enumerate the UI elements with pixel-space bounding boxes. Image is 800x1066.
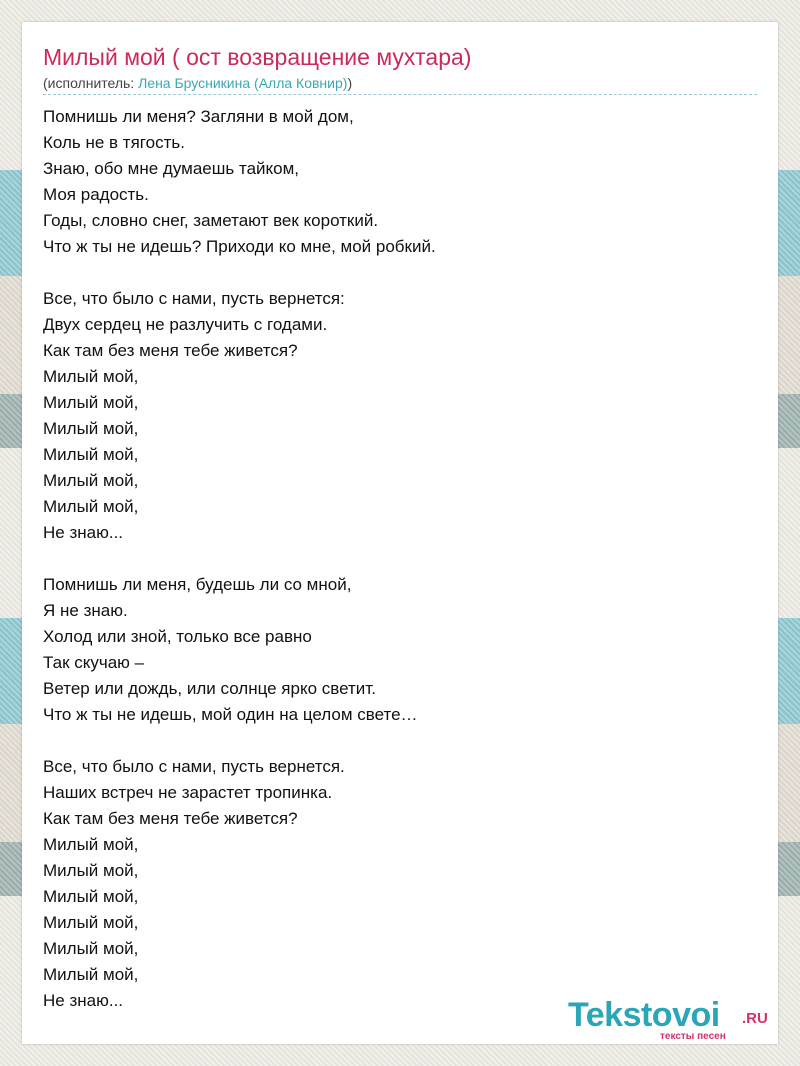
lyrics-line: Ветер или дождь, или солнце ярко светит.: [43, 679, 376, 698]
lyrics-line: Моя радость.: [43, 185, 149, 204]
lyrics-line: Как там без меня тебе живется?: [43, 341, 298, 360]
lyrics-line: Наших встреч не зарастет тропинка.: [43, 783, 333, 802]
artist-line: [43, 75, 352, 91]
lyrics-page: [22, 22, 778, 1044]
logo-tagline: тексты песен: [660, 1031, 726, 1042]
lyrics-line: Милый мой,: [43, 497, 139, 516]
lyrics-line: Знаю, обо мне думаешь тайком,: [43, 159, 300, 178]
lyrics-line: Помнишь ли меня? Загляни в мой дом,: [43, 107, 354, 126]
lyrics-line: Двух сердец не разлучить с годами.: [43, 315, 328, 334]
lyrics-line: Что ж ты не идешь? Приходи ко мне, мой робкий.: [43, 237, 436, 256]
lyrics-line: Так скучаю –: [43, 653, 145, 672]
lyrics-stanza: [43, 286, 743, 546]
lyrics-line: Коль не в тягость.: [43, 133, 185, 152]
lyrics-line: Помнишь ли меня, будешь ли со мной,: [43, 575, 352, 594]
lyrics-line: Милый мой,: [43, 367, 139, 386]
artist-prefix: (исполнитель:: [43, 75, 139, 91]
logo-tld: .RU: [742, 1010, 768, 1027]
site-logo[interactable]: [568, 996, 778, 1042]
lyrics-line: Годы, словно снег, заметают век короткий.: [43, 211, 379, 230]
lyrics-line: Милый мой,: [43, 887, 139, 906]
logo-text: Tekstovoi: [568, 996, 720, 1034]
lyrics-line: Все, что было с нами, пусть вернется:: [43, 289, 345, 308]
artist-link[interactable]: Лена Брусникина (Алла Ковнир): [138, 75, 348, 91]
lyrics-line: Милый мой,: [43, 445, 139, 464]
title-divider: [43, 94, 757, 95]
lyrics-line: Что ж ты не идешь, мой один на целом свете…: [43, 705, 418, 724]
lyrics-text: [43, 104, 743, 1040]
lyrics-line: Милый мой,: [43, 419, 139, 438]
song-title: Милый мой ( ост возвращение мухтара): [43, 44, 472, 70]
lyrics-line: Как там без меня тебе живется?: [43, 809, 298, 828]
artist-suffix: ): [347, 75, 353, 91]
lyrics-stanza: [43, 572, 743, 728]
lyrics-line: Милый мой,: [43, 861, 139, 880]
lyrics-line: Холод или зной, только все равно: [43, 627, 312, 646]
lyrics-line: Я не знаю.: [43, 601, 128, 620]
lyrics-line: Все, что было с нами, пусть вернется.: [43, 757, 345, 776]
lyrics-line: Милый мой,: [43, 393, 139, 412]
lyrics-line: Милый мой,: [43, 913, 139, 932]
lyrics-line: Милый мой,: [43, 835, 139, 854]
lyrics-stanza: [43, 104, 743, 260]
lyrics-line: Не знаю...: [43, 523, 124, 542]
lyrics-line: Милый мой,: [43, 939, 139, 958]
lyrics-stanza: [43, 754, 743, 1014]
lyrics-line: Милый мой,: [43, 965, 139, 984]
lyrics-line: Не знаю...: [43, 991, 124, 1010]
lyrics-line: Милый мой,: [43, 471, 139, 490]
